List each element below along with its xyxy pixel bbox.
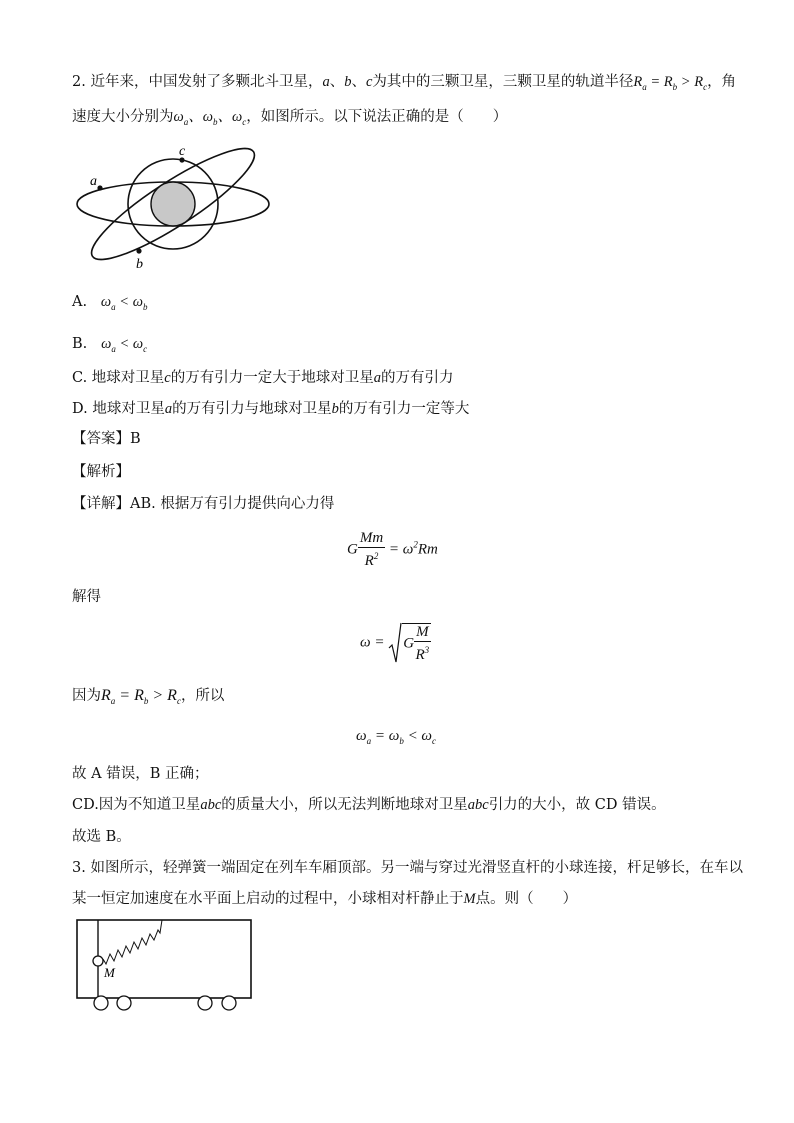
because-line: 因为$R_a = R_b > R_c$，所以	[72, 687, 225, 706]
wheel-4	[222, 996, 236, 1010]
option-a: A. $\omega_a < \omega_b$	[72, 294, 148, 312]
q3-stem-line1: 3. 如图所示，轻弹簧一端固定在列车车厢顶部。另一端与穿过光滑竖直杆的小球连接，杆足够长，在车以	[72, 860, 743, 876]
ball-m	[93, 956, 103, 966]
answer-line	[72, 429, 141, 449]
label-b: b	[136, 257, 143, 272]
label-m: M	[104, 965, 115, 980]
equation-1: G $\frac{Mm}{R^2}$ = $\omega^2Rm$	[347, 530, 438, 569]
option-b: B. $\omega_a < \omega_c$	[72, 336, 148, 354]
cd-line: CD.因为不知道卫星abc的质量大小，所以无法判断地球对卫星abc引力的大小，故 CD 错误。	[72, 797, 666, 813]
detail-tag: 【详解】	[72, 496, 130, 512]
wheel-1	[94, 996, 108, 1010]
earth	[151, 182, 195, 226]
answer-tag: 【答案】	[72, 431, 130, 447]
equation-3: $\omega_a = \omega_b < \omega_c$	[356, 728, 437, 746]
q2-number: 2.	[72, 74, 86, 90]
label-a: a	[90, 174, 97, 189]
train-car-diagram	[76, 918, 261, 1013]
option-d: D. 地球对卫星a的万有引力与地球对卫星b的万有引力一定等大	[72, 401, 470, 417]
wheel-2	[117, 996, 131, 1010]
answer-value: B	[130, 431, 141, 447]
satellite-a-dot	[97, 185, 102, 190]
orbit-diagram	[72, 142, 272, 272]
q2-stem-line2: 速度大小分别为$\omega_a$、$\omega_b$、$\omega_c$，如图所示。以下说法正确的是（ ）	[72, 109, 508, 127]
label-c: c	[179, 144, 186, 159]
solve-word: 解得	[72, 589, 101, 605]
conclusion-line: 故 A 错误，B 正确；	[72, 766, 209, 782]
radius-relation: $R_a = R_b > R_c$	[633, 74, 708, 92]
q2-stem-line1: 2. 近年来，中国发射了多颗北斗卫星，a、b、c为其中的三颗卫星，三颗卫星的轨道半径$R_a = R_b > R_c$，角	[72, 74, 737, 92]
omega-list: $\omega_a$、$\omega_b$、$\omega_c$	[173, 109, 247, 127]
option-b-formula: $\omega_a < \omega_c$	[101, 336, 148, 354]
analysis-tag: 【解析】	[72, 464, 130, 480]
satellite-b-dot	[136, 248, 141, 253]
spring	[103, 920, 162, 964]
option-c: C. 地球对卫星c的万有引力一定大于地球对卫星a的万有引力	[72, 370, 454, 386]
sqrt-sign	[388, 622, 402, 664]
q3-number: 3.	[72, 860, 86, 876]
detail-line: 【详解】AB. 根据万有引力提供向心力得	[72, 496, 335, 512]
wheel-3	[198, 996, 212, 1010]
final-choice: 故选 B。	[72, 829, 131, 845]
equation-2: ω = G $\frac{M}{R^3}$	[360, 623, 430, 663]
q3-stem-line2: 某一恒定加速度在水平面上启动的过程中，小球相对杆静止于M点。则（ ）	[72, 891, 578, 907]
because-relation: $R_a = R_b > R_c$	[101, 687, 181, 706]
option-a-formula: $\omega_a < \omega_b$	[100, 294, 148, 312]
